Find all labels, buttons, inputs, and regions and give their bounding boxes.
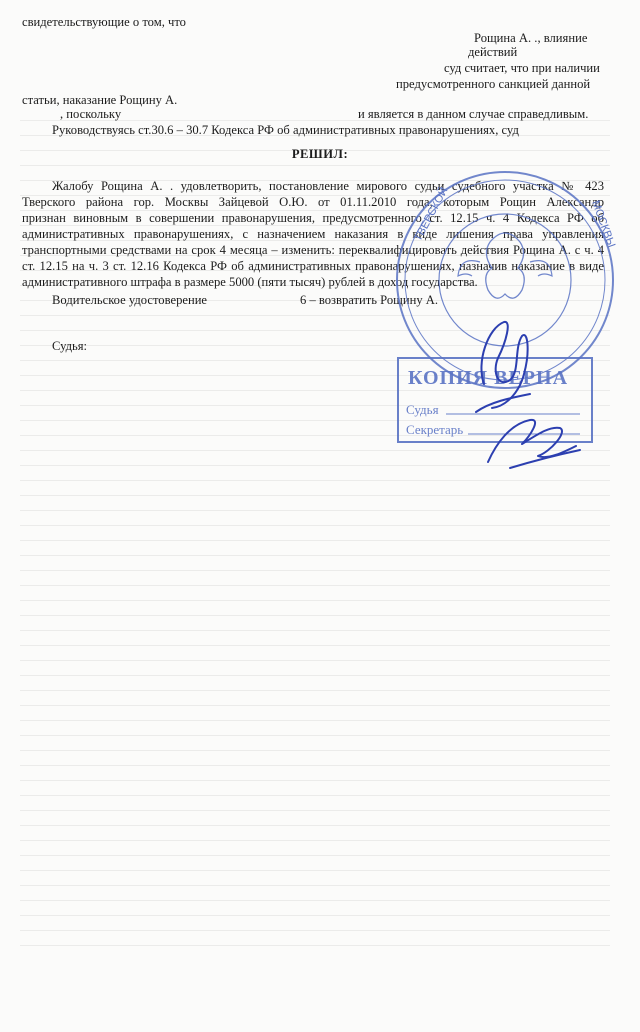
decision-line-2: Тверского района гор. Москвы Зайцевой О.Ю. от 01.11.2010 года, которым Рощин Александр [22,195,604,209]
text-line-1-right: Рощина А. ., влияние [474,31,588,45]
decision-line-4: административных правонарушениях, с назначением наказания в виде лишения права управления [22,227,604,241]
decision-line-3: признан виновным в совершении правонарушения, предусмотренного ст. 12.15 ч. 4 Кодекса РФ об [22,211,604,225]
text-line-1-left: свидетельствующие о том, что [22,15,186,29]
decision-line-7: административного штрафа в размере 5000 (пяти тысяч) рублей в доход государства. [22,275,478,289]
decision-line-6: ст. 12.15 на ч. 3 ст. 12.16 Кодекса РФ об административных правонарушениях, назначив наказание в виде [22,259,604,273]
stamp-judge-line: Судья [406,402,439,417]
text-line-4-right: предусмотренного санкцией данной [396,77,591,91]
seal-ring-left: ТВЕРСКОЙ [412,185,451,244]
stamp-title: КОПИЯ ВЕРНА [408,367,569,389]
decision-line-1: Жалобу Рощина А. . удовлетворить, постановление мирового судьи судебного участка № 423 [52,179,604,193]
court-seal-stamp [380,162,630,492]
text-line-6-left: , поскольку [60,107,122,121]
text-line-6-right: и является в данном случае справедливым. [358,107,589,121]
decision-heading: РЕШИЛ: [291,147,349,161]
text-line-2-right: действий [468,45,518,59]
text-line-3-right: суд считает, что при наличии [444,61,600,75]
stamp-secretary-line: Секретарь [406,422,464,437]
license-line-right: 6 – возвратить Рощину А. [300,293,439,307]
text-line-7: Руководствуясь ст.30.6 – 30.7 Кодекса РФ об административных правонарушениях, суд [52,123,519,137]
text-line-5-left: статьи, наказание Рощину А. [22,93,178,107]
seal-ring-right: МОСКВЫ [589,198,618,250]
decision-line-5: транспортными средствами на срок 4 месяца – изменить: переквалифицировать действия Рощина А. с ч. 4 [22,243,604,257]
handwritten-signature [476,322,580,468]
judge-label: Судья: [52,339,88,353]
license-line-left: Водительское удостоверение [52,293,208,307]
